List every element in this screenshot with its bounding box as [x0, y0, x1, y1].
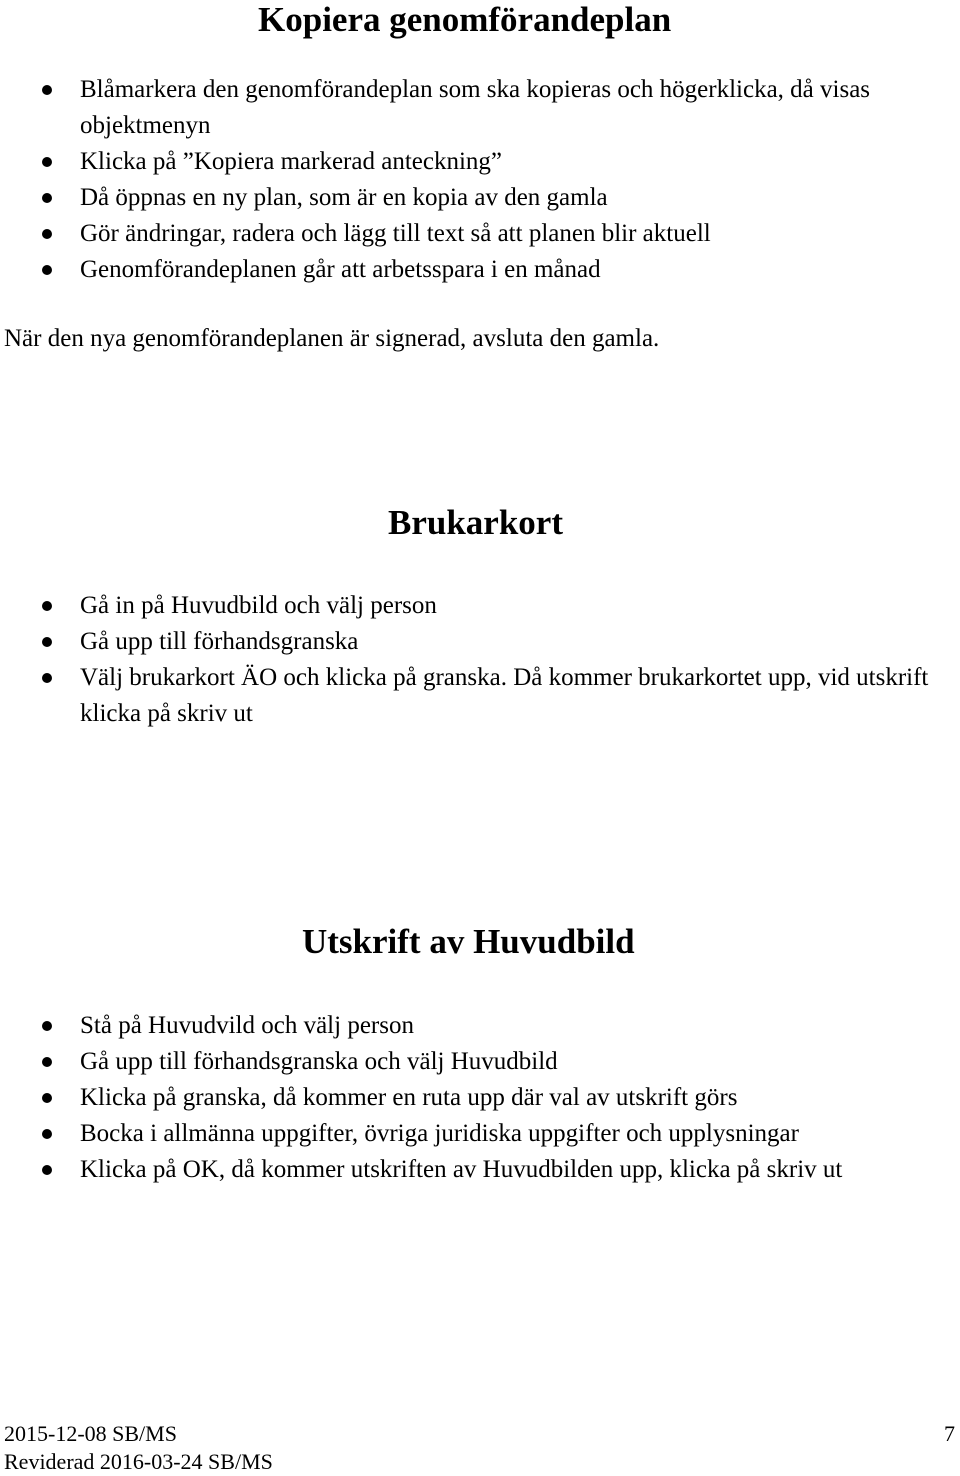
list-item: Klicka på granska, då kommer en ruta upp där val av utskrift görs — [0, 1080, 960, 1116]
footer-date: 2015-12-08 SB/MS — [4, 1421, 177, 1446]
bullet-list-kopiera — [0, 72, 960, 288]
bullet-icon — [42, 673, 52, 683]
bullet-list-brukarkort — [0, 588, 960, 732]
list-item: Klicka på ”Kopiera markerad anteckning” — [0, 144, 960, 180]
list-item: Genomförandeplanen går att arbetsspara i en månad — [0, 252, 960, 288]
bullet-icon — [42, 1165, 52, 1175]
list-item: Stå på Huvudvild och välj person — [0, 1008, 960, 1044]
bullet-icon — [42, 637, 52, 647]
list-item: Gör ändringar, radera och lägg till text så att planen blir aktuell — [0, 216, 960, 252]
footer-revised: Reviderad 2016-03-24 SB/MS — [4, 1449, 273, 1474]
bullet-icon — [42, 1021, 52, 1031]
bullet-icon — [42, 1057, 52, 1067]
bullet-icon — [42, 265, 52, 275]
bullet-icon — [42, 1129, 52, 1139]
bullet-icon — [42, 193, 52, 203]
bullet-icon — [42, 157, 52, 167]
section-heading-utskrift: Utskrift av Huvudbild — [302, 922, 635, 961]
list-item: Då öppnas en ny plan, som är en kopia av den gamla — [0, 180, 960, 216]
bullet-list-utskrift — [0, 1008, 960, 1188]
list-item: Blåmarkera den genomförandeplan som ska kopieras och högerklicka, då visas objektmenyn — [0, 72, 960, 144]
list-item: Gå in på Huvudbild och välj person — [0, 588, 960, 624]
bullet-icon — [42, 85, 52, 95]
section-note: När den nya genomförandeplanen är signerad, avsluta den gamla. — [4, 325, 660, 352]
list-item: Bocka i allmänna uppgifter, övriga juridiska uppgifter och upplysningar — [0, 1116, 960, 1152]
list-item: Gå upp till förhandsgranska — [0, 624, 960, 660]
list-item: Gå upp till förhandsgranska och välj Huvudbild — [0, 1044, 960, 1080]
bullet-icon — [42, 601, 52, 611]
list-item: Klicka på OK, då kommer utskriften av Huvudbilden upp, klicka på skriv ut — [0, 1152, 960, 1188]
section-heading-kopiera: Kopiera genomförandeplan — [258, 0, 672, 39]
bullet-icon — [42, 1093, 52, 1103]
list-item: Välj brukarkort ÄO och klicka på granska. Då kommer brukarkortet upp, vid utskrift klicka på skriv ut — [0, 660, 960, 732]
bullet-icon — [42, 229, 52, 239]
page-number: 7 — [944, 1421, 955, 1446]
section-heading-brukarkort: Brukarkort — [388, 503, 563, 542]
